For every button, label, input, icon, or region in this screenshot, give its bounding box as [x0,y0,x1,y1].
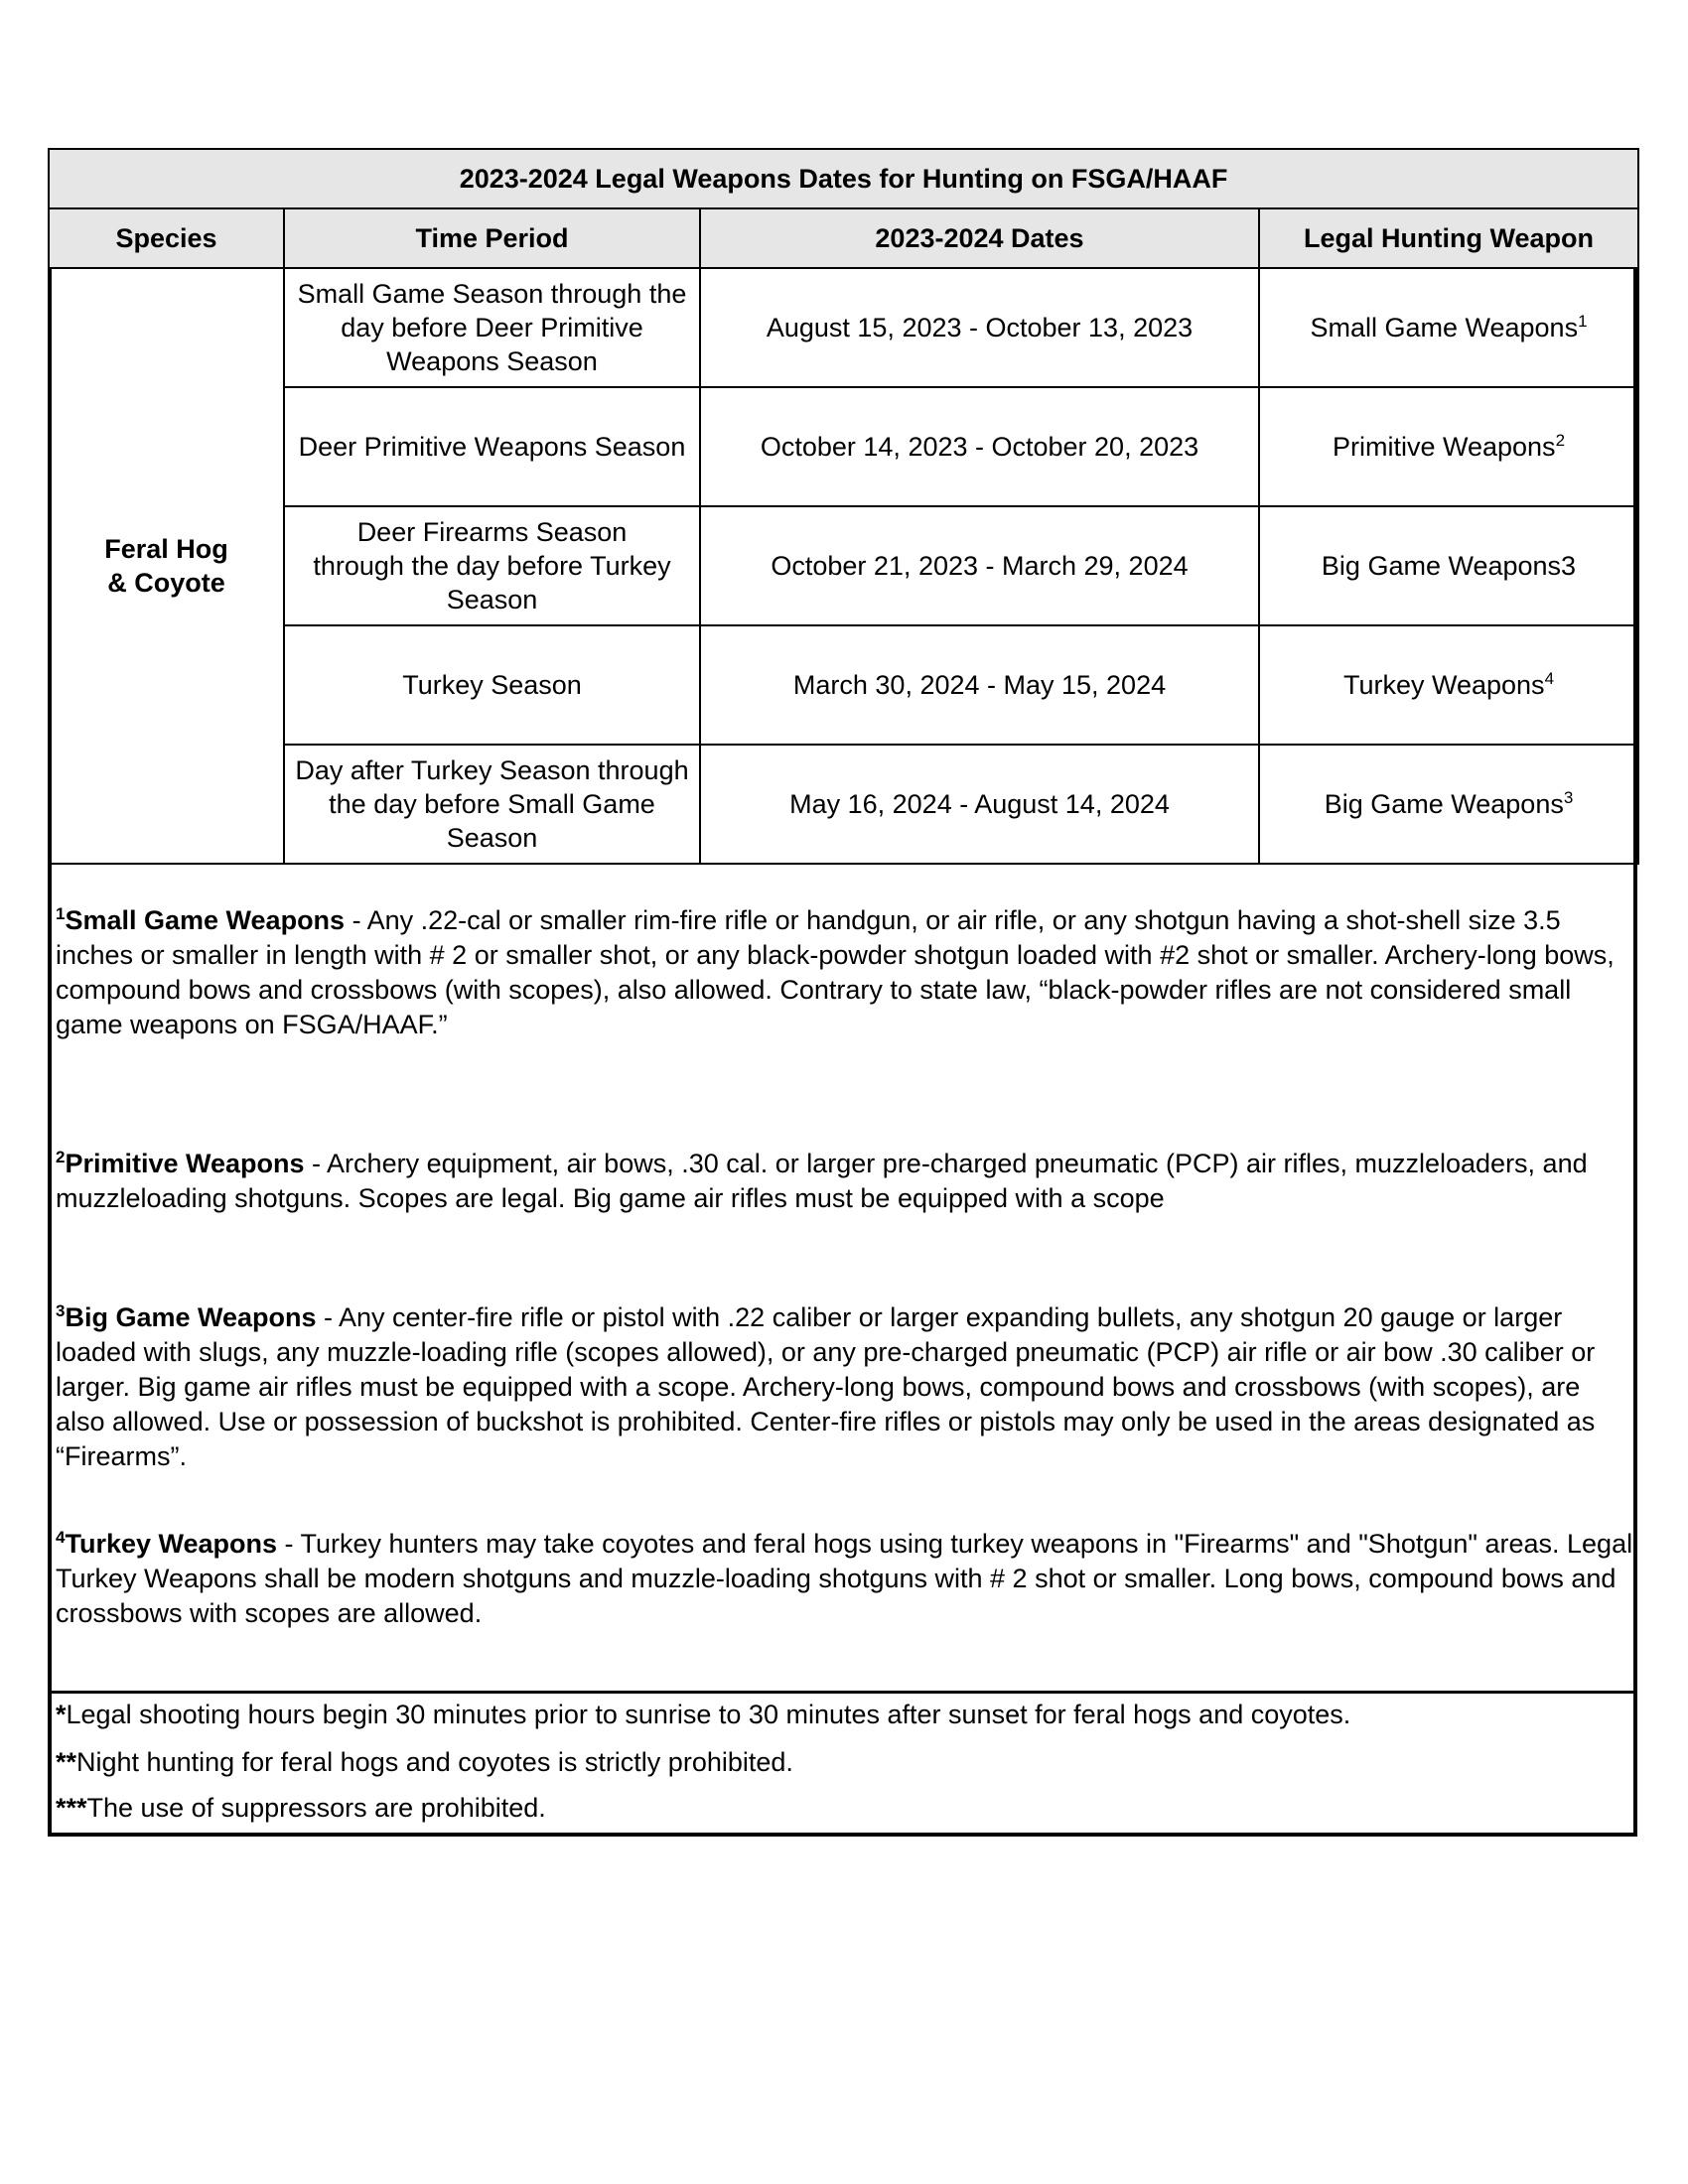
note-big-game-weapons [56,1300,1634,1474]
header-species: Species [49,208,284,268]
footer-note [56,1791,1634,1825]
footer-mark: * [56,1700,67,1729]
note-small-game-weapons [56,903,1634,1042]
weapon-label: Turkey Weapons [1342,670,1545,700]
weapon-cell [1259,745,1638,864]
footer-mark: ** [56,1747,77,1777]
note-text: - Turkey hunters may take coyotes and feral hogs using turkey weapons in "Firearms" and "Shotgun" areas. Legal Turkey Weapons shall be modern shotguns and muzzle-loading shotguns with # 2 shot or smaller. Long bows, compound bows and crossbows with scopes are allowed. [56,1529,1633,1628]
footer-text: Legal shooting hours begin 30 minutes prior to sunrise to 30 minutes after sunset for feral hogs and coyotes. [66,1700,1351,1729]
weapon-cell [1259,506,1638,625]
dates-cell: October 14, 2023 - October 20, 2023 [700,387,1259,506]
header-dates: 2023-2024 Dates [700,208,1259,268]
species-cell [49,268,284,864]
weapons-dates-table [48,148,1639,865]
note-primitive-weapons [56,1147,1634,1216]
note-term: Turkey Weapons [65,1529,278,1559]
footer-note [56,1745,1634,1779]
table-row [49,387,1638,506]
note-number: 4 [56,1528,66,1547]
dates-cell: August 15, 2023 - October 13, 2023 [700,268,1259,387]
dates-cell: May 16, 2024 - August 14, 2024 [700,745,1259,864]
weapon-footnote-ref: 4 [1544,669,1555,688]
period-cell [284,506,700,625]
note-text: - Any .22-cal or smaller rim-fire rifle or handgun, or air rifle, or any shotgun having a shot-shell size 3.5 inches or smaller in length with # 2 or smaller shot, or any black-powder shotgun loaded with #2 shot or smaller. Archery-long bows, compound bows and crossbows (with scopes), also allowed. Contrary to state law, “black-powder rifles are not considered small game weapons on FSGA/HAAF.” [56,905,1615,1039]
header-time-period: Time Period [284,208,700,268]
footer-note [56,1698,1634,1731]
period-cell: Day after Turkey Season through the day before Small Game Season [284,745,700,864]
species-label: Feral Hog & Coyote [104,534,228,598]
weapon-definitions [56,903,1634,1631]
note-text: - Archery equipment, air bows, .30 cal. or larger pre-charged pneumatic (PCP) air rifles, muzzleloaders, and muzzleloading shotguns. Scopes are legal. Big game air rifles must be equipped with a scope [56,1149,1588,1213]
footer-mark: *** [56,1793,87,1823]
table-title: 2023-2024 Legal Weapons Dates for Hunting on FSGA/HAAF [49,149,1638,208]
period-cell: Small Game Season through the day before Deer Primitive Weapons Season [284,268,700,387]
note-number: 3 [56,1301,66,1320]
period-cell: Deer Primitive Weapons Season [284,387,700,506]
weapon-label: Small Game Weapons [1310,313,1579,342]
note-term: Big Game Weapons [65,1302,317,1332]
note-term: Primitive Weapons [65,1149,305,1178]
weapon-label: Big Game Weapons3 [1321,551,1577,581]
footer-notes [56,1696,1634,1825]
weapon-footnote-ref: 1 [1578,312,1588,331]
header-legal-weapon: Legal Hunting Weapon [1259,208,1638,268]
note-number: 1 [56,904,66,923]
weapon-label: Big Game Weapons [1324,789,1564,819]
table-row [49,625,1638,745]
table-header-row [49,208,1638,268]
weapon-footnote-ref: 2 [1555,431,1566,450]
note-term: Small Game Weapons [65,905,346,935]
note-number: 2 [56,1148,66,1166]
footer-text: The use of suppressors are prohibited. [86,1793,546,1823]
footer-divider [48,1691,1637,1694]
weapon-cell [1259,387,1638,506]
note-turkey-weapons [56,1527,1634,1631]
footer-text: Night hunting for feral hogs and coyotes is strictly prohibited. [76,1747,793,1777]
weapon-cell [1259,625,1638,745]
table-row [49,745,1638,864]
weapon-cell [1259,268,1638,387]
weapon-label: Primitive Weapons [1332,432,1556,462]
period-text: Deer Firearms Season through the day before Turkey Season [313,517,671,614]
period-cell: Turkey Season [284,625,700,745]
weapon-footnote-ref: 3 [1563,788,1574,807]
note-text: - Any center-fire rifle or pistol with .22 caliber or larger expanding bullets, any shotgun 20 gauge or larger loaded with slugs, any muzzle-loading rifle (scopes allowed), or any pre-charged pneumatic (PCP) air rifle or air bow .30 caliber or larger. Big game air rifles must be equipped with a scope. Archery-long bows, compound bows and crossbows (with scopes), are also allowed. Use or possession of buckshot is prohibited. Center-fire rifles or pistols may only be used in the areas designated as “Firearms”. [56,1302,1596,1471]
dates-cell: October 21, 2023 - March 29, 2024 [700,506,1259,625]
dates-cell: March 30, 2024 - May 15, 2024 [700,625,1259,745]
table-row [49,268,1638,387]
table-row [49,506,1638,625]
